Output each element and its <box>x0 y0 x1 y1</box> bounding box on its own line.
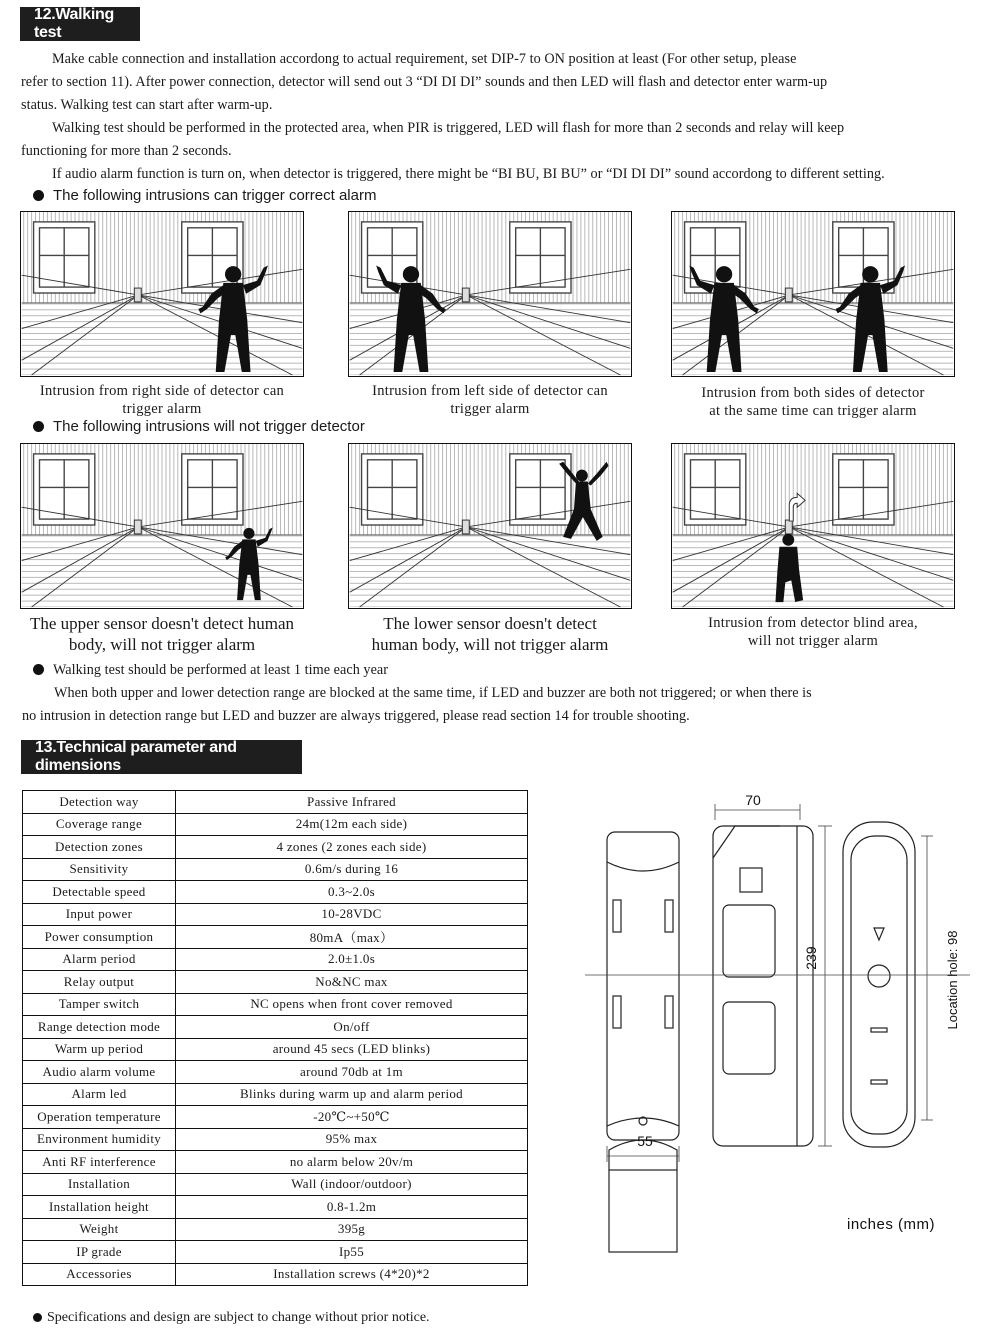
spec-row <box>23 1151 528 1174</box>
caption-line: Intrusion from right side of detector can <box>39 383 285 399</box>
caption-line: The upper sensor doesn't detect human <box>29 614 295 633</box>
section-13-header: 13.Technical parameter and dimensions <box>21 740 302 774</box>
spec-value: Ip55 <box>176 1241 528 1264</box>
spec-row <box>23 1241 528 1264</box>
spec-row <box>23 948 528 971</box>
spec-key: Input power <box>23 903 176 926</box>
scene-lower-not-detected <box>348 443 632 609</box>
spec-key: Installation height <box>23 1196 176 1219</box>
troubleshoot-paragraph <box>22 682 982 728</box>
spec-key: Sensitivity <box>23 858 176 881</box>
spec-row <box>23 1061 528 1084</box>
text-line: refer to section 11). After power connection, detector will send out 3 “DI DI DI” sounds and then LED will flash and detector enter warm-up <box>21 74 828 90</box>
yearly-bullet <box>33 659 973 682</box>
spec-value: NC opens when front cover removed <box>176 993 528 1016</box>
spec-table <box>22 790 528 1286</box>
spec-value: -20℃~+50℃ <box>176 1106 528 1129</box>
spec-value: 24m(12m each side) <box>176 813 528 836</box>
caption-line: at the same time can trigger alarm <box>709 403 917 419</box>
spec-key: Anti RF interference <box>23 1151 176 1174</box>
spec-key: Audio alarm volume <box>23 1061 176 1084</box>
spec-value: 2.0±1.0s <box>176 948 528 971</box>
spec-key: Relay output <box>23 971 176 994</box>
spec-row <box>23 813 528 836</box>
spec-row <box>23 1196 528 1219</box>
spec-row <box>23 1106 528 1129</box>
text-line: When both upper and lower detection range are blocked at the same time, if LED and buzzer are both not triggered; or when there is <box>54 685 812 701</box>
spec-key: Detection zones <box>23 836 176 859</box>
spec-value: 0.8-1.2m <box>176 1196 528 1219</box>
caption-line: Intrusion from detector blind area, <box>708 615 918 631</box>
spec-row <box>23 1083 528 1106</box>
bullet-dot-icon <box>33 664 44 675</box>
back-view <box>843 822 915 1147</box>
text-line: status. Walking test can start after warm-up. <box>21 97 273 113</box>
spec-value: 395g <box>176 1218 528 1241</box>
scene-both-intrusion <box>671 211 955 377</box>
scene-right-intrusion <box>20 211 304 377</box>
spec-key: Environment humidity <box>23 1128 176 1151</box>
depth-dimension-label: 55 <box>637 1133 653 1149</box>
caption-line: will not trigger alarm <box>747 633 879 649</box>
spec-row <box>23 1038 528 1061</box>
spec-row <box>23 1128 528 1151</box>
caption-line: trigger alarm <box>122 401 202 417</box>
location-hole-label: Location hole: 98 <box>945 930 960 1030</box>
unit-label: inches (mm) <box>846 1216 936 1233</box>
spec-key: Coverage range <box>23 813 176 836</box>
spec-key: Weight <box>23 1218 176 1241</box>
spec-value: Blinks during warm up and alarm period <box>176 1083 528 1106</box>
dimension-drawing <box>575 780 985 1265</box>
spec-value: no alarm below 20v/m <box>176 1151 528 1174</box>
spec-key: Warm up period <box>23 1038 176 1061</box>
spec-row <box>23 858 528 881</box>
spec-row <box>23 791 528 814</box>
spec-value: 80mA（max） <box>176 926 528 949</box>
spec-key: Power consumption <box>23 926 176 949</box>
caption-both-intrusion <box>664 384 962 420</box>
spec-key: IP grade <box>23 1241 176 1264</box>
spec-value: 0.3~2.0s <box>176 881 528 904</box>
spec-key: Alarm led <box>23 1083 176 1106</box>
text-line: If audio alarm function is turn on, when detector is triggered, there might be “BI BU, BI BU” or “DI DI DI” sound accordong to different setting. <box>52 166 885 182</box>
caption-line: trigger alarm <box>450 401 530 417</box>
caption-line: The lower sensor doesn't detect <box>383 614 597 633</box>
spec-row <box>23 836 528 859</box>
scene-upper-not-detected <box>20 443 304 609</box>
spec-value: No&NC max <box>176 971 528 994</box>
bullet-dot-icon <box>33 1313 42 1322</box>
spec-key: Operation temperature <box>23 1106 176 1129</box>
text-line: functioning for more than 2 seconds. <box>21 143 232 159</box>
bullet-text: The following intrusions can trigger correct alarm <box>53 187 377 204</box>
intro-paragraph <box>21 48 981 186</box>
spec-row <box>23 926 528 949</box>
spec-key: Alarm period <box>23 948 176 971</box>
caption-line: Intrusion from both sides of detector <box>701 385 925 401</box>
spec-value: 0.6m/s during 16 <box>176 858 528 881</box>
spec-key: Range detection mode <box>23 1016 176 1039</box>
height-dimension-label: 239 <box>803 946 819 970</box>
width-dimension-label: 70 <box>745 792 761 808</box>
spec-row <box>23 1218 528 1241</box>
caption-blind-area <box>664 614 962 650</box>
bullet-no-trigger <box>33 418 365 435</box>
spec-row <box>23 903 528 926</box>
footnote <box>33 1310 430 1326</box>
spec-key: Detection way <box>23 791 176 814</box>
bullet-dot-icon <box>33 421 44 432</box>
spec-key: Installation <box>23 1173 176 1196</box>
spec-value: 10-28VDC <box>176 903 528 926</box>
bullet-trigger <box>33 187 376 204</box>
caption-line: Intrusion from left side of detector can <box>372 383 608 399</box>
spec-value: Passive Infrared <box>176 791 528 814</box>
caption-left-intrusion <box>348 382 632 418</box>
spec-value: On/off <box>176 1016 528 1039</box>
spec-value: Wall (indoor/outdoor) <box>176 1173 528 1196</box>
spec-row <box>23 1263 528 1286</box>
caption-line: body, will not trigger alarm <box>68 635 256 654</box>
spec-row <box>23 1016 528 1039</box>
bullet-text: Walking test should be performed at least 1 time each year <box>53 662 389 678</box>
section-12-header: 12.Walking test <box>20 7 140 41</box>
spec-value: around 70db at 1m <box>176 1061 528 1084</box>
caption-upper-not-detected <box>12 613 312 655</box>
spec-value: 4 zones (2 zones each side) <box>176 836 528 859</box>
spec-value: 95% max <box>176 1128 528 1151</box>
side-view <box>607 832 679 1140</box>
spec-value: Installation screws (4*20)*2 <box>176 1263 528 1286</box>
spec-row <box>23 971 528 994</box>
footnote-text: Specifications and design are subject to change without prior notice. <box>47 1310 430 1325</box>
spec-value: around 45 secs (LED blinks) <box>176 1038 528 1061</box>
caption-line: human body, will not trigger alarm <box>371 635 609 654</box>
spec-row <box>23 993 528 1016</box>
bullet-dot-icon <box>33 190 44 201</box>
spec-row <box>23 881 528 904</box>
caption-lower-not-detected <box>340 613 640 655</box>
text-line: Make cable connection and installation accordong to actual requirement, set DIP-7 to ON position at least (For other setup, please <box>52 51 797 67</box>
front-view <box>713 826 813 1146</box>
bullet-text: The following intrusions will not trigger detector <box>53 418 365 435</box>
spec-key: Detectable speed <box>23 881 176 904</box>
scene-blind-area <box>671 443 955 609</box>
text-line: Walking test should be performed in the protected area, when PIR is triggered, LED will flash for more than 2 seconds and relay will keep <box>52 120 845 136</box>
caption-right-intrusion <box>20 382 304 418</box>
scene-left-intrusion <box>348 211 632 377</box>
spec-key: Accessories <box>23 1263 176 1286</box>
spec-row <box>23 1173 528 1196</box>
spec-key: Tamper switch <box>23 993 176 1016</box>
text-line: no intrusion in detection range but LED and buzzer are always triggered, please read section 14 for trouble shooting. <box>22 708 690 724</box>
